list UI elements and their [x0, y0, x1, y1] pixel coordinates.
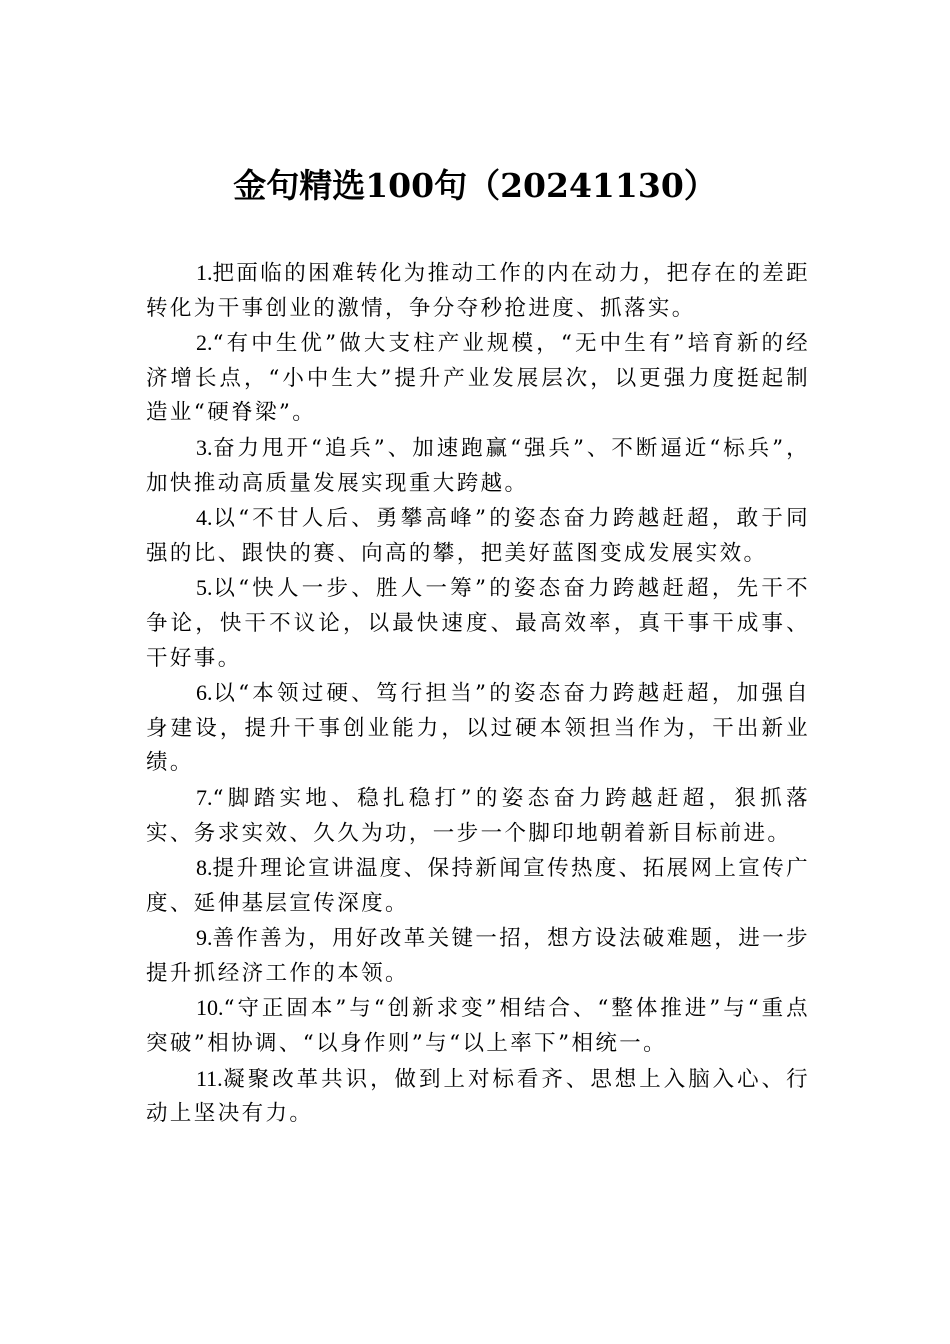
paragraph-text: “有中生优”做大支柱产业规模，“无中生有”培育新的经济增长点，“小中生大”提升产业发展层次，以更强力度挺起制造业“硬脊梁”。 [146, 331, 810, 426]
paragraph-text: “脚踏实地、稳扎稳打”的姿态奋力跨越赶超，狠抓落实、务求实效、久久为功，一步一个脚印地朝着新目标前进。 [146, 785, 810, 846]
paragraph-number: 1. [196, 260, 213, 285]
paragraph-text: 奋力甩开“追兵”、加速跑赢“强兵”、不断逼近“标兵”，加快推动高质量发展实现重大跨越。 [146, 435, 810, 496]
paragraph-11 [146, 1062, 810, 1132]
paragraph-8 [146, 851, 810, 921]
paragraph-text: 以“本领过硬、笃行担当”的姿态奋力跨越赶超，加强自身建设，提升干事创业能力，以过硬本领担当作为，干出新业绩。 [146, 681, 810, 776]
paragraph-10 [146, 991, 810, 1061]
paragraph-number: 9. [196, 925, 213, 951]
paragraph-number: 7. [196, 784, 213, 810]
paragraph-4 [146, 501, 810, 571]
paragraph-text: 善作善为，用好改革关键一招，想方设法破难题，进一步提升抓经济工作的本领。 [146, 926, 811, 986]
paragraph-number: 4. [196, 505, 213, 531]
paragraph-number: 6. [196, 680, 213, 706]
paragraph-text: “守正固本”与“创新求变”相结合、“整体推进”与“重点突破”相协调、“以身作则”与“以上率下”相统一。 [146, 996, 810, 1057]
document-title: 金句精选100句（20241130） [233, 166, 717, 205]
paragraph-2 [146, 326, 810, 431]
document-body [146, 256, 810, 1132]
paragraph-text: 提升理论宣讲温度、保持新闻宣传热度、拓展网上宣传广度、延伸基层宣传深度。 [146, 856, 811, 916]
paragraph-number: 2. [196, 330, 213, 356]
paragraph-9 [146, 921, 810, 991]
paragraph-text: 把面临的困难转化为推动工作的内在动力，把存在的差距转化为干事创业的激情，争分夺秒抢进度、抓落实。 [146, 261, 811, 321]
paragraph-3 [146, 431, 810, 501]
paragraph-number: 3. [196, 434, 213, 460]
paragraph-6 [146, 676, 810, 781]
paragraph-number: 8. [196, 855, 213, 881]
paragraph-number: 5. [196, 575, 213, 601]
paragraph-text: 凝聚改革共识，做到上对标看齐、思想上入脑入心、行动上坚决有力。 [146, 1066, 810, 1127]
paragraph-text: 以“不甘人后、勇攀高峰”的姿态奋力跨越赶超，敢于同强的比、跟快的赛、向高的攀，把美好蓝图变成发展实效。 [146, 506, 810, 566]
paragraph-number: 11. [196, 1065, 223, 1091]
paragraph-number: 10. [196, 995, 224, 1021]
paragraph-7 [146, 781, 810, 851]
paragraph-5 [146, 571, 810, 676]
paragraph-1 [146, 256, 810, 326]
paragraph-text: 以“快人一步、胜人一筹”的姿态奋力跨越赶超，先干不争论，快干不议论，以最快速度、最高效率，真干事干成事、干好事。 [146, 576, 810, 671]
